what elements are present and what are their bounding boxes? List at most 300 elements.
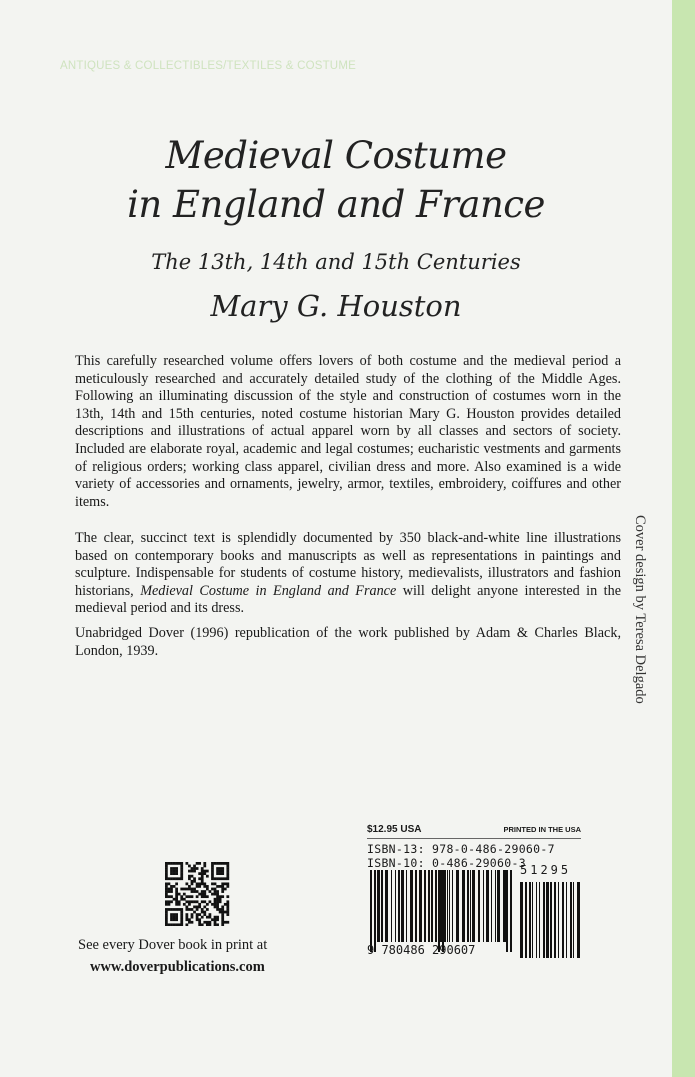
qr-module — [216, 923, 219, 926]
qr-module — [211, 877, 214, 880]
qr-module — [191, 921, 194, 924]
qr-module — [175, 900, 178, 903]
barcode-bar — [497, 870, 500, 942]
qr-module — [178, 877, 181, 880]
barcode-guard-bar — [442, 870, 444, 952]
dover-url-link[interactable]: www.doverpublications.com — [90, 959, 265, 975]
barcode-bar — [577, 882, 580, 958]
qr-module — [206, 903, 209, 906]
qr-module — [173, 872, 176, 875]
qr-module — [214, 890, 217, 893]
qr-module — [173, 870, 176, 873]
qr-module — [196, 916, 199, 919]
qr-module — [216, 862, 219, 865]
qr-module — [185, 882, 188, 885]
qr-module — [188, 865, 191, 868]
qr-module — [178, 893, 181, 896]
barcode-bar — [395, 870, 396, 942]
qr-module — [191, 875, 194, 878]
barcode-bar — [483, 870, 484, 942]
barcode-bar — [410, 870, 413, 942]
qr-module — [216, 898, 219, 901]
qr-module — [180, 895, 183, 898]
qr-module — [170, 870, 173, 873]
qr-module — [191, 913, 194, 916]
qr-module — [221, 911, 224, 914]
qr-module — [203, 890, 206, 893]
qr-module — [175, 923, 178, 926]
qr-module — [201, 893, 204, 896]
qr-module — [224, 862, 227, 865]
barcode-guard-bar — [374, 870, 376, 952]
barcode-bar — [415, 870, 417, 942]
barcode-bar — [529, 882, 531, 958]
barcode-bar — [452, 870, 453, 942]
barcode-guard-bar — [510, 870, 512, 952]
qr-module — [170, 872, 173, 875]
qr-module — [219, 885, 222, 888]
qr-module — [226, 885, 229, 888]
category-label: ANTIQUES & COLLECTIBLES/TEXTILES & COSTUME — [60, 60, 356, 72]
qr-module — [221, 918, 224, 921]
qr-module — [226, 895, 229, 898]
qr-module — [203, 882, 206, 885]
qr-module — [221, 877, 224, 880]
qr-module — [175, 903, 178, 906]
qr-module — [206, 895, 209, 898]
qr-module — [185, 906, 188, 909]
description-paragraph-2 — [75, 530, 621, 618]
qr-module — [188, 875, 191, 878]
barcode-bar — [570, 882, 572, 958]
qr-module — [170, 885, 173, 888]
qr-module — [214, 877, 217, 880]
qr-module — [173, 867, 176, 870]
qr-module — [216, 903, 219, 906]
qr-module — [211, 875, 214, 878]
barcode-bar — [419, 870, 422, 942]
qr-module — [226, 921, 229, 924]
qr-module — [209, 923, 212, 926]
qr-module — [196, 895, 199, 898]
qr-module — [185, 908, 188, 911]
barcode-bar — [385, 870, 388, 942]
barcode-bar — [462, 870, 465, 942]
qr-module — [201, 890, 204, 893]
qr-module — [193, 877, 196, 880]
barcode-bar — [428, 870, 430, 942]
qr-module — [198, 893, 201, 896]
qr-module — [170, 923, 173, 926]
qr-module — [191, 867, 194, 870]
qr-module — [216, 908, 219, 911]
qr-module — [165, 872, 168, 875]
qr-module — [226, 862, 229, 865]
qr-module — [224, 921, 227, 924]
qr-module — [226, 865, 229, 868]
qr-module — [209, 921, 212, 924]
qr-module — [209, 916, 212, 919]
qr-module — [165, 862, 168, 865]
qr-module — [224, 888, 227, 891]
qr-module — [226, 911, 229, 914]
qr-module — [214, 903, 217, 906]
qr-module — [173, 885, 176, 888]
qr-module — [168, 895, 171, 898]
qr-module — [165, 875, 168, 878]
qr-module — [206, 885, 209, 888]
qr-module — [226, 908, 229, 911]
qr-module — [185, 913, 188, 916]
qr-module — [214, 893, 217, 896]
qr-module — [180, 913, 183, 916]
qr-module — [188, 900, 191, 903]
qr-module — [165, 867, 168, 870]
qr-module — [173, 923, 176, 926]
price: $12.95 USA — [367, 824, 422, 835]
qr-module — [203, 862, 206, 865]
qr-module — [198, 906, 201, 909]
qr-module — [165, 911, 168, 914]
qr-module — [211, 918, 214, 921]
qr-module — [180, 898, 183, 901]
para2-text: The clear, succinct text is splendidly documented by 350 black-and-white line illustrations based on contemporary books and manuscripts as well as representations in paintings and sculpture. Indispensable for students of costume history, medievalists, illustrators and fashion historians, — [75, 530, 621, 599]
qr-module — [206, 888, 209, 891]
qr-module — [203, 911, 206, 914]
qr-module — [226, 900, 229, 903]
qr-module — [193, 890, 196, 893]
qr-module — [216, 900, 219, 903]
qr-module — [198, 921, 201, 924]
qr-module — [170, 877, 173, 880]
qr-module — [188, 877, 191, 880]
qr-module — [214, 882, 217, 885]
barcode-bar — [449, 870, 450, 942]
isbn13: ISBN-13: 978-0-486-29060-7 — [367, 842, 555, 856]
qr-module — [170, 895, 173, 898]
qr-module — [201, 867, 204, 870]
qr-module — [193, 906, 196, 909]
qr-module — [168, 888, 171, 891]
addon-digits: 51295 — [520, 863, 572, 877]
qr-module — [211, 870, 214, 873]
qr-module — [214, 918, 217, 921]
qr-module — [221, 890, 224, 893]
qr-module — [175, 898, 178, 901]
barcode-bar — [424, 870, 426, 942]
qr-module — [193, 900, 196, 903]
qr-module — [206, 921, 209, 924]
qr-module — [173, 877, 176, 880]
qr-module — [198, 882, 201, 885]
qr-module — [201, 880, 204, 883]
isbn10: ISBN-10: 0-486-29060-3 — [367, 856, 526, 870]
qr-module — [170, 916, 173, 919]
qr-module — [203, 921, 206, 924]
barcode-bar — [467, 870, 469, 942]
qr-module — [219, 877, 222, 880]
barcode-bar — [491, 870, 492, 942]
qr-module — [214, 921, 217, 924]
cover-credit: Cover design by Teresa Delgado — [632, 515, 648, 704]
barcode-guard-bar — [438, 870, 440, 952]
qr-module — [216, 885, 219, 888]
qr-module — [188, 903, 191, 906]
qr-module — [165, 877, 168, 880]
qr-module — [196, 900, 199, 903]
qr-module — [221, 862, 224, 865]
qr-module — [165, 893, 168, 896]
qr-module — [201, 870, 204, 873]
qr-module — [188, 870, 191, 873]
qr-module — [173, 916, 176, 919]
barcode-guard-bar — [370, 870, 372, 952]
qr-module — [185, 916, 188, 919]
qr-module — [180, 875, 183, 878]
qr-module — [198, 923, 201, 926]
qr-module — [191, 890, 194, 893]
qr-module — [211, 862, 214, 865]
barcode-guard-bar — [506, 870, 508, 952]
qr-module — [180, 872, 183, 875]
qr-module — [185, 918, 188, 921]
qr-module — [201, 877, 204, 880]
qr-module — [201, 908, 204, 911]
qr-module — [221, 882, 224, 885]
qr-module — [214, 916, 217, 919]
qr-module — [196, 885, 199, 888]
barcode-bar — [550, 882, 552, 958]
para2-text-end: will delight anyone interested in the medieval period and its dress. — [75, 582, 621, 617]
barcode-bar — [391, 870, 392, 942]
qr-module — [183, 888, 186, 891]
qr-module — [191, 880, 194, 883]
qr-module — [170, 913, 173, 916]
publication-note: Unabridged Dover (1996) republication of the work published by Adam & Charles Black, London, 1939. — [75, 625, 621, 659]
qr-module — [211, 867, 214, 870]
qr-module — [180, 923, 183, 926]
barcode-bar — [532, 882, 533, 958]
qr-module — [185, 900, 188, 903]
qr-module — [203, 885, 206, 888]
qr-module — [180, 865, 183, 868]
qr-module — [216, 870, 219, 873]
qr-module — [216, 877, 219, 880]
qr-module — [203, 913, 206, 916]
qr-module — [170, 888, 173, 891]
qr-module — [180, 921, 183, 924]
qr-module — [168, 900, 171, 903]
qr-module — [219, 867, 222, 870]
qr-module — [170, 862, 173, 865]
qr-module — [206, 916, 209, 919]
qr-module — [211, 882, 214, 885]
qr-module — [214, 923, 217, 926]
qr-module — [226, 877, 229, 880]
qr-module — [221, 870, 224, 873]
qr-module — [175, 916, 178, 919]
qr-module — [209, 890, 212, 893]
qr-module — [221, 923, 224, 926]
qr-module — [221, 921, 224, 924]
qr-module — [191, 882, 194, 885]
qr-module — [206, 908, 209, 911]
qr-module — [198, 913, 201, 916]
qr-module — [216, 890, 219, 893]
qr-module — [221, 872, 224, 875]
qr-module — [175, 882, 178, 885]
qr-module — [168, 890, 171, 893]
qr-module — [191, 908, 194, 911]
barcode-bar — [520, 882, 523, 958]
qr-module — [170, 918, 173, 921]
barcode-bar — [398, 870, 400, 942]
qr-module — [226, 882, 229, 885]
book-author: Mary G. Houston — [210, 289, 462, 323]
barcode-bar — [486, 870, 489, 942]
qr-module — [219, 872, 222, 875]
qr-module — [183, 903, 186, 906]
qr-module — [198, 903, 201, 906]
qr-module — [180, 870, 183, 873]
qr-module — [219, 908, 222, 911]
qr-module — [211, 893, 214, 896]
qr-module — [196, 867, 199, 870]
qr-module — [183, 893, 186, 896]
qr-module — [173, 908, 176, 911]
qr-module — [203, 906, 206, 909]
qr-module — [198, 872, 201, 875]
barcode-bar — [546, 882, 549, 958]
qr-module — [170, 908, 173, 911]
qr-module — [175, 908, 178, 911]
qr-module — [221, 913, 224, 916]
barcode-bar — [478, 870, 480, 942]
printed-in: PRINTED IN THE USA — [503, 825, 581, 834]
qr-module — [219, 862, 222, 865]
qr-module — [221, 895, 224, 898]
qr-module — [203, 870, 206, 873]
qr-module — [211, 865, 214, 868]
qr-module — [214, 898, 217, 901]
qr-module — [224, 877, 227, 880]
qr-module — [165, 885, 168, 888]
qr-module — [175, 872, 178, 875]
barcode-bar — [470, 870, 471, 942]
qr-module — [226, 913, 229, 916]
qr-module — [226, 903, 229, 906]
qr-module — [185, 862, 188, 865]
dover-promo: See every Dover book in print at — [78, 937, 268, 953]
qr-module — [178, 908, 181, 911]
qr-module — [219, 898, 222, 901]
qr-module — [165, 908, 168, 911]
qr-module — [214, 888, 217, 891]
barcode-bar — [503, 870, 506, 942]
barcode-bar — [536, 882, 537, 958]
qr-module — [198, 885, 201, 888]
qr-module — [180, 867, 183, 870]
qr-module — [216, 895, 219, 898]
qr-module — [168, 903, 171, 906]
qr-module — [203, 900, 206, 903]
qr-module — [226, 875, 229, 878]
spine-stripe — [672, 0, 695, 1077]
qr-module — [201, 875, 204, 878]
barcode-bar — [573, 882, 574, 958]
qr-module — [214, 862, 217, 865]
qr-module — [185, 895, 188, 898]
book-title-line1: Medieval Costume — [165, 134, 507, 177]
qr-module — [180, 862, 183, 865]
qr-module — [198, 877, 201, 880]
qr-module — [221, 888, 224, 891]
qr-module — [170, 890, 173, 893]
qr-module — [196, 890, 199, 893]
barcode-bar — [401, 870, 404, 942]
qr-module — [191, 916, 194, 919]
barcode-bar — [525, 882, 527, 958]
qr-module — [175, 888, 178, 891]
qr-module — [211, 903, 214, 906]
qr-module — [165, 913, 168, 916]
qr-module — [209, 913, 212, 916]
qr-module — [193, 867, 196, 870]
qr-module — [196, 908, 199, 911]
qr-module — [173, 898, 176, 901]
qr-module — [168, 862, 171, 865]
qr-module — [165, 895, 168, 898]
barcode-bar — [381, 870, 383, 942]
qr-module — [226, 870, 229, 873]
qr-module — [173, 913, 176, 916]
qr-module — [168, 877, 171, 880]
qr-code[interactable] — [165, 862, 231, 926]
qr-module — [216, 906, 219, 909]
qr-module — [188, 921, 191, 924]
qr-module — [203, 872, 206, 875]
book-subtitle: The 13th, 14th and 15th Centuries — [151, 250, 521, 274]
qr-module — [175, 895, 178, 898]
qr-module — [224, 882, 227, 885]
qr-module — [221, 916, 224, 919]
qr-module — [211, 872, 214, 875]
barcode-bar — [406, 870, 407, 942]
qr-module — [221, 908, 224, 911]
qr-module — [165, 890, 168, 893]
qr-module — [173, 918, 176, 921]
qr-module — [193, 880, 196, 883]
qr-module — [196, 862, 199, 865]
barcode-bar — [472, 870, 475, 942]
qr-module — [224, 903, 227, 906]
qr-module — [226, 906, 229, 909]
barcode-bar — [554, 882, 556, 958]
qr-module — [216, 918, 219, 921]
qr-module — [188, 888, 191, 891]
qr-module — [193, 911, 196, 914]
barcode-bar — [495, 870, 496, 942]
book-title-line2: in England and France — [127, 183, 545, 226]
description-paragraph-1: This carefully researched volume offers lovers of both costume and the medieval period a meticulously researched and accurately detailed study of the clothing of the Middle Ages. Following an illuminating discussion of the style and construction of costumes worn in the 13th, 14th and 15th centuries, noted costume historian Mary G. Houston provides detailed descriptions and illustrations of actual apparel worn by all classes and sectors of society. Included are elaborate royal, academic and legal costumes; eucharistic vestments and garments of religious orders; working class apparel, civilian dress and more. Also examined is a wide variety of accessories and ornaments, jewelry, armor, textiles, embroidery, coiffures and other items. — [75, 353, 621, 510]
qr-module — [201, 882, 204, 885]
qr-module — [175, 893, 178, 896]
qr-module — [198, 862, 201, 865]
qr-module — [201, 872, 204, 875]
qr-module — [219, 895, 222, 898]
qr-module — [175, 918, 178, 921]
qr-module — [165, 918, 168, 921]
